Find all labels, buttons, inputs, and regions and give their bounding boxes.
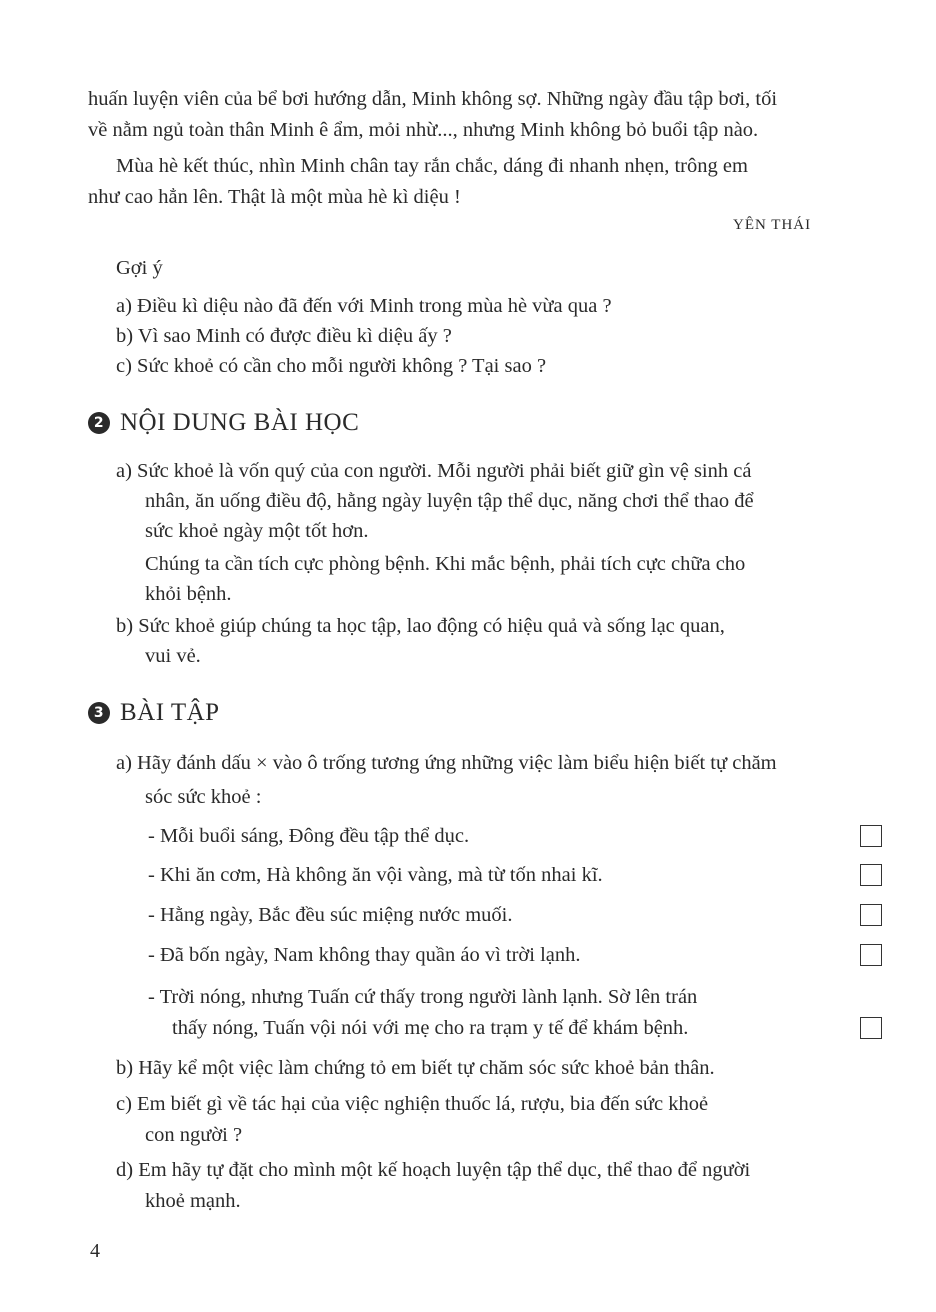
checklist-item: - Trời nóng, nhưng Tuấn cứ thấy trong người lành lạnh. Sờ lên trán: [148, 986, 698, 1008]
story-author: YÊN THÁI: [733, 217, 812, 233]
lesson-line: sức khoẻ ngày một tốt hơn.: [145, 520, 369, 542]
exercise-line: c) Em biết gì về tác hại của việc nghiện thuốc lá, rượu, bia đến sức khoẻ: [116, 1093, 709, 1115]
hint-item: c) Sức khoẻ có cần cho mỗi người không ? Tại sao ?: [116, 355, 547, 377]
lesson-line: a) Sức khoẻ là vốn quý của con người. Mỗi người phải biết giữ gìn vệ sinh cá: [116, 460, 752, 482]
checklist-item-continuation: thấy nóng, Tuấn vội nói với mẹ cho ra trạm y tế để khám bệnh.: [172, 1017, 689, 1039]
lesson-line: khỏi bệnh.: [145, 583, 232, 605]
exercise-line: a) Hãy đánh dấu × vào ô trống tương ứng những việc làm biểu hiện biết tự chăm: [116, 752, 777, 774]
lesson-line: vui vẻ.: [145, 645, 201, 667]
checklist-checkbox[interactable]: [860, 1017, 882, 1039]
checklist-item: - Đã bốn ngày, Nam không thay quần áo vì trời lạnh.: [148, 944, 581, 966]
lesson-line: Chúng ta cần tích cực phòng bệnh. Khi mắc bệnh, phải tích cực chữa cho: [145, 553, 746, 575]
lesson-line: b) Sức khoẻ giúp chúng ta học tập, lao động có hiệu quả và sống lạc quan,: [116, 615, 725, 637]
exercise-line: khoẻ mạnh.: [145, 1190, 241, 1212]
section-title: BÀI TẬP: [120, 699, 220, 726]
lesson-line: nhân, ăn uống điều độ, hằng ngày luyện tập thể dục, năng chơi thể thao để: [145, 490, 754, 512]
story-line: về nằm ngủ toàn thân Minh ê ẩm, mỏi nhừ..., nhưng Minh không bỏ buổi tập nào.: [88, 119, 759, 141]
checklist-checkbox[interactable]: [860, 904, 882, 926]
section-heading-exercises: [88, 699, 220, 727]
story-line: Mùa hè kết thúc, nhìn Minh chân tay rắn chắc, dáng đi nhanh nhẹn, trông em: [116, 155, 748, 177]
story-line: huấn luyện viên của bể bơi hướng dẫn, Minh không sợ. Những ngày đầu tập bơi, tối: [88, 88, 778, 110]
section-number-badge: 2: [88, 412, 110, 434]
checklist-item: - Hằng ngày, Bắc đều súc miệng nước muối.: [148, 904, 513, 926]
checklist-checkbox[interactable]: [860, 944, 882, 966]
section-heading-lesson-content: [88, 409, 359, 437]
checklist-item: - Khi ăn cơm, Hà không ăn vội vàng, mà từ tốn nhai kĩ.: [148, 864, 603, 886]
exercise-line: sóc sức khoẻ :: [145, 786, 262, 808]
hint-item: b) Vì sao Minh có được điều kì diệu ấy ?: [116, 325, 452, 347]
story-line: như cao hẳn lên. Thật là một mùa hè kì diệu !: [88, 186, 461, 208]
exercise-line: d) Em hãy tự đặt cho mình một kế hoạch luyện tập thể dục, thể thao để người: [116, 1159, 751, 1181]
checklist-checkbox[interactable]: [860, 864, 882, 886]
checklist-checkbox[interactable]: [860, 825, 882, 847]
section-title: NỘI DUNG BÀI HỌC: [120, 409, 360, 436]
checklist-item: - Mỗi buổi sáng, Đông đều tập thể dục.: [148, 825, 470, 847]
exercise-line: con người ?: [145, 1124, 243, 1146]
hint-item: a) Điều kì diệu nào đã đến với Minh trong mùa hè vừa qua ?: [116, 295, 612, 317]
page-number: 4: [90, 1240, 100, 1262]
section-number-badge: 3: [88, 702, 110, 724]
hints-title: Gợi ý: [116, 257, 163, 279]
exercise-line: b) Hãy kể một việc làm chứng tỏ em biết tự chăm sóc sức khoẻ bản thân.: [116, 1057, 715, 1079]
